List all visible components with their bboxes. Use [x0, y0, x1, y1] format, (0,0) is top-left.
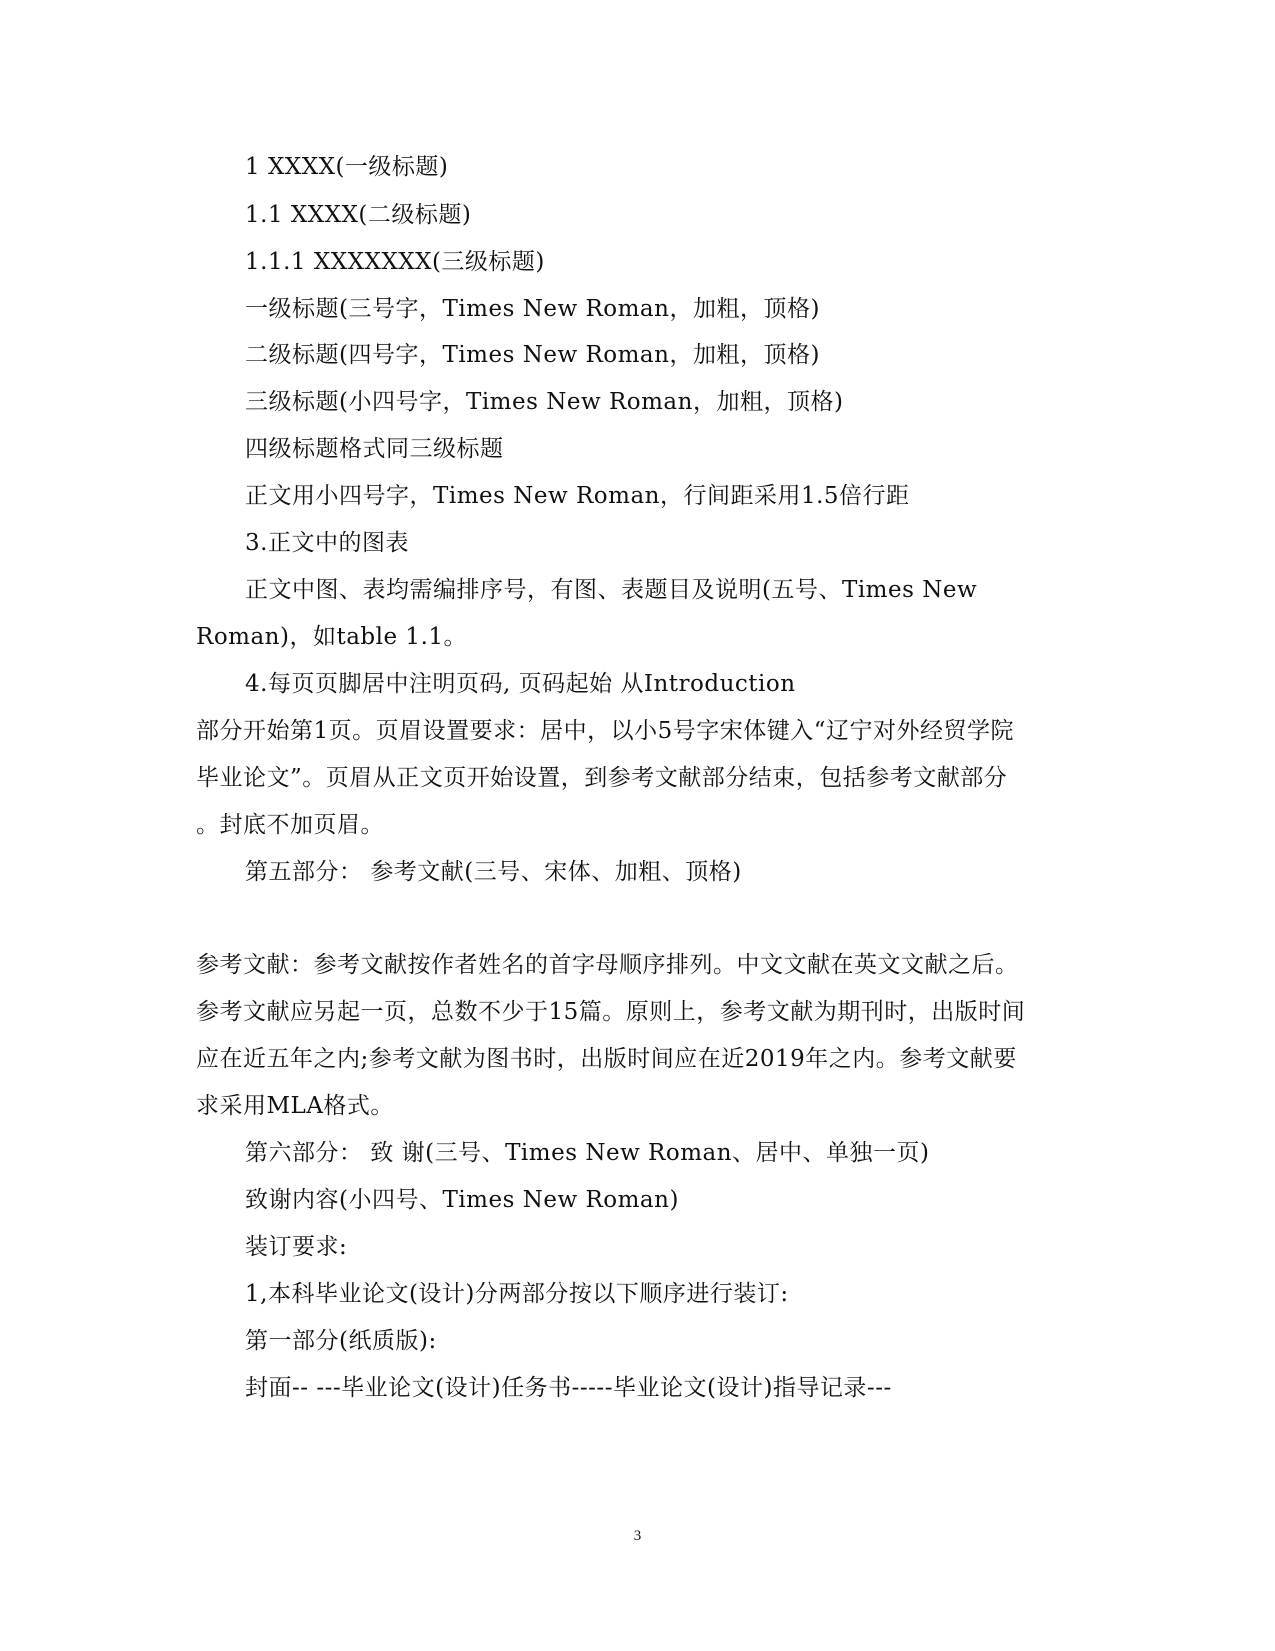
body-text-rule: 正文用小四号字，Times New Roman，行间距采用1.5倍行距	[245, 483, 910, 509]
level3-format-rule: 三级标题(小四号字，Times New Roman，加粗，顶格)	[245, 389, 844, 415]
section-3-heading: 3.正文中的图表	[245, 530, 409, 556]
section-4-line2: 部分开始第1页。页眉设置要求：居中，以小5号字宋体键入“辽宁对外经贸学院	[196, 718, 1015, 744]
figures-rule-line1: 正文中图、表均需编排序号，有图、表题目及说明(五号、Times New	[245, 577, 978, 603]
level4-format-rule: 四级标题格式同三级标题	[245, 436, 504, 462]
acknowledgement-content-rule: 致谢内容(小四号、Times New Roman)	[245, 1187, 679, 1213]
references-rule-line3: 应在近五年之内;参考文献为图书时，出版时间应在近2019年之内。参考文献要	[196, 1046, 1017, 1072]
references-rule-line1: 参考文献：参考文献按作者姓名的首字母顺序排列。中文文献在英文文献之后。	[196, 952, 1019, 978]
references-rule-line2: 参考文献应另起一页，总数不少于15篇。原则上，参考文献为期刊时，出版时间	[196, 999, 1026, 1025]
section-4-line3: 毕业论文”。页眉从正文页开始设置，到参考文献部分结束，包括参考文献部分	[196, 765, 1008, 791]
section-4-line1: 4.每页页脚居中注明页码, 页码起始 从Introduction	[245, 671, 796, 697]
heading-level3-example: 1.1.1 XXXXXXX(三级标题)	[245, 249, 545, 275]
level2-format-rule: 二级标题(四号字，Times New Roman，加粗，顶格)	[245, 342, 820, 368]
page-number: 3	[633, 1528, 642, 1544]
binding-rule-1: 1,本科毕业论文(设计)分两部分按以下顺序进行装订:	[245, 1281, 789, 1307]
heading-level2-example: 1.1 XXXX(二级标题)	[245, 202, 472, 228]
part-6-heading: 第六部分： 致 谢(三号、Times New Roman、居中、单独一页)	[245, 1140, 930, 1166]
heading-level1-example: 1 XXXX(一级标题)	[245, 154, 449, 180]
section-4-line4: 。封底不加页眉。	[196, 812, 384, 838]
level1-format-rule: 一级标题(三号字，Times New Roman，加粗，顶格)	[245, 296, 820, 322]
figures-rule-line2: Roman)，如table 1.1。	[196, 624, 468, 650]
binding-part-1-heading: 第一部分(纸质版):	[245, 1328, 437, 1354]
references-rule-line4: 求采用MLA格式。	[196, 1093, 394, 1119]
binding-requirements-heading: 装订要求:	[245, 1234, 348, 1260]
part-5-heading: 第五部分： 参考文献(三号、宋体、加粗、顶格)	[245, 859, 742, 885]
binding-order-line: 封面-- ---毕业论文(设计)任务书-----毕业论文(设计)指导记录---	[245, 1375, 892, 1401]
